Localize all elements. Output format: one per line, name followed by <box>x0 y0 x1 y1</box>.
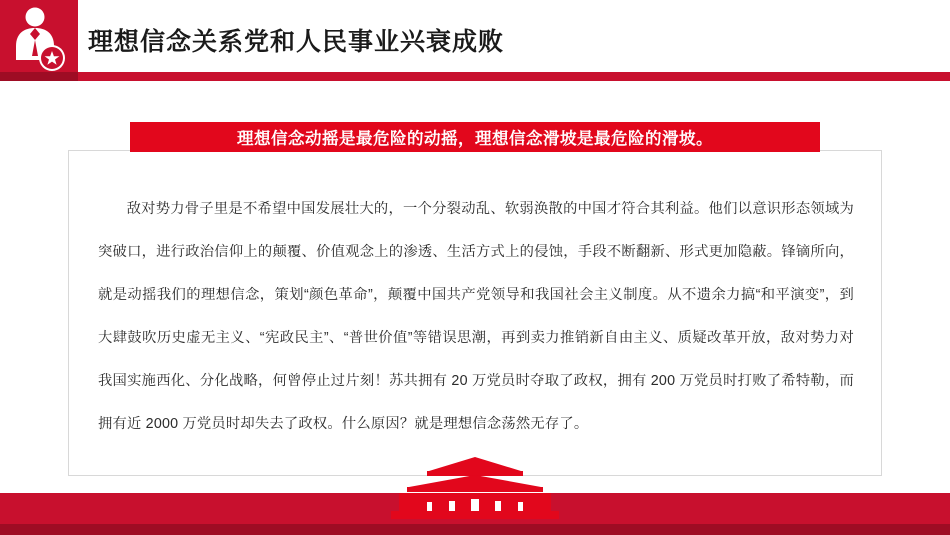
highlight-banner-text: 理想信念动摇是最危险的动摇，理想信念滑坡是最危险的滑坡。 <box>237 130 713 148</box>
tiananmen-gate-icon <box>375 457 575 519</box>
header-divider <box>0 72 950 81</box>
party-member-emblem-icon <box>0 0 78 80</box>
body-paragraph: 敌对势力骨子里是不希望中国发展壮大的，一个分裂动乱、软弱涣散的中国才符合其利益。他们以意识形态领域为突破口，进行政治信仰上的颠覆、价值观念上的渗透、生活方式上的侵蚀，手段不断翻新、形式更加隐蔽。锋镝所向，就是动摇我们的理想信念，策划“颜色革命”，颠覆中国共产党领导和我国社会主义制度。从不遗余力搞“和平演变”，到大肆鼓吹历史虚无主义、“宪政民主”、“普世价值”等错误思潮，再到卖力推销新自由主义、质疑改革开放，敌对势力对我国实施西化、分化战略，何曾停止过片刻！苏共拥有 20 万党员时夺取了政权，拥有 200 万党员时打败了希特勒，而拥有近 2000 万党员时却失去了政权。什么原因？就是理想信念荡然无存了。 <box>98 201 854 432</box>
highlight-banner <box>130 122 820 152</box>
page-title: 理想信念关系党和人民事业兴衰成败 <box>88 28 505 56</box>
header-badge-block <box>0 0 78 80</box>
footer-bar-accent <box>0 524 950 535</box>
header-divider-accent <box>0 72 78 81</box>
page-header <box>0 0 950 80</box>
